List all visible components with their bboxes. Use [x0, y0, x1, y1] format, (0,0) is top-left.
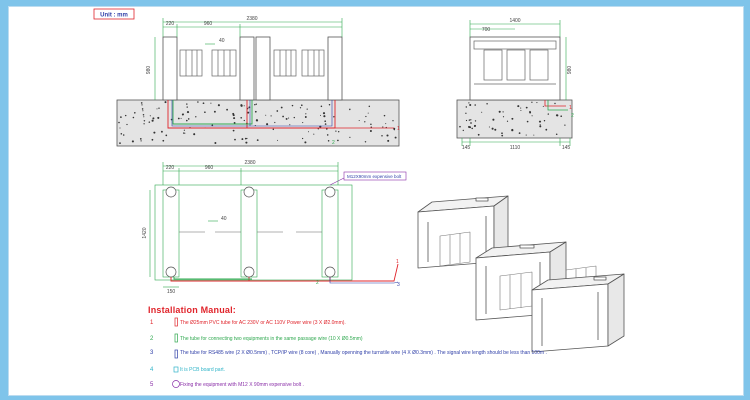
concrete-speckle: [466, 120, 467, 121]
concrete-speckle: [333, 116, 334, 117]
concrete-speckle: [323, 112, 325, 114]
concrete-speckle: [384, 115, 386, 117]
concrete-speckle: [281, 107, 283, 109]
concrete-speckle: [178, 118, 180, 120]
concrete-speckle: [233, 130, 235, 132]
side-cabinet: [470, 37, 560, 100]
concrete-speckle: [157, 108, 158, 109]
concrete-speckle: [481, 112, 482, 113]
concrete-speckle: [165, 101, 167, 103]
concrete-speckle: [184, 130, 185, 131]
concrete-speckle: [140, 138, 142, 140]
concrete-speckle: [465, 113, 466, 114]
side-callout-2: 2: [571, 113, 574, 119]
front-floor-section: [117, 100, 399, 146]
front-cabinet-right: [328, 37, 342, 100]
concrete-speckle: [386, 134, 388, 136]
concrete-speckle: [526, 135, 527, 136]
concrete-speckle: [556, 114, 558, 116]
concrete-speckle: [459, 126, 461, 128]
side-dim-left: 700: [481, 27, 491, 33]
concrete-speckle: [325, 123, 327, 125]
concrete-speckle: [474, 104, 476, 106]
concrete-speckle: [133, 117, 135, 119]
plan-dim-depth: 1420: [142, 227, 148, 239]
concrete-speckle: [244, 120, 245, 121]
concrete-speckle: [478, 134, 480, 136]
concrete-speckle: [120, 116, 122, 118]
side-dim-b1: 145: [461, 145, 471, 151]
concrete-speckle: [349, 137, 350, 138]
concrete-speckle: [276, 110, 278, 112]
manual-item-4-number: 4: [150, 367, 154, 373]
concrete-speckle: [370, 130, 372, 132]
concrete-speckle: [149, 121, 151, 123]
concrete-speckle: [359, 120, 360, 121]
concrete-speckle: [533, 135, 534, 136]
front-dim-left: 220: [165, 21, 175, 27]
concrete-speckle: [395, 137, 397, 139]
concrete-speckle: [338, 131, 339, 132]
front-cabinet-left: [163, 37, 177, 100]
concrete-speckle: [539, 125, 541, 127]
concrete-speckle: [323, 115, 325, 117]
concrete-speckle: [254, 104, 255, 105]
concrete-speckle: [140, 140, 141, 141]
concrete-speckle: [195, 116, 196, 117]
concrete-speckle: [187, 111, 189, 113]
concrete-speckle: [469, 104, 471, 106]
manual-item-1-number: 1: [150, 320, 154, 326]
concrete-speckle: [489, 126, 490, 127]
concrete-speckle: [292, 105, 293, 106]
concrete-speckle: [186, 103, 187, 104]
concrete-speckle: [240, 104, 242, 106]
plan-power-conduit: [171, 264, 398, 281]
front-dim-height: 980: [146, 65, 152, 75]
concrete-speckle: [556, 133, 558, 135]
concrete-speckle: [241, 138, 243, 140]
legend-power-tube-icon: [175, 318, 178, 326]
concrete-speckle: [150, 115, 151, 116]
concrete-speckle: [365, 116, 366, 117]
concrete-speckle: [471, 128, 473, 130]
concrete-speckle: [368, 113, 369, 114]
concrete-speckle: [520, 110, 521, 111]
concrete-speckle: [511, 118, 513, 120]
concrete-speckle: [300, 107, 301, 108]
concrete-speckle: [526, 107, 528, 109]
concrete-speckle: [233, 114, 235, 116]
front-view: [117, 16, 400, 146]
concrete-speckle: [187, 106, 188, 107]
concrete-speckle: [494, 129, 496, 131]
concrete-speckle: [365, 141, 366, 142]
concrete-speckle: [501, 135, 503, 137]
concrete-speckle: [255, 111, 257, 113]
concrete-speckle: [118, 122, 120, 124]
concrete-speckle: [240, 117, 242, 119]
concrete-speckle: [387, 140, 389, 142]
legend-bolt-icon: [173, 381, 180, 388]
concrete-speckle: [548, 113, 549, 114]
concrete-speckle: [385, 123, 386, 124]
concrete-speckle: [271, 115, 272, 116]
concrete-speckle: [507, 121, 508, 122]
front-callout-1: 1: [397, 126, 400, 132]
concrete-speckle: [466, 106, 467, 107]
concrete-speckle: [214, 111, 216, 113]
concrete-speckle: [469, 119, 470, 120]
concrete-speckle: [165, 135, 167, 137]
concrete-speckle: [517, 105, 519, 107]
concrete-speckle: [536, 102, 537, 103]
concrete-speckle: [125, 115, 126, 116]
concrete-speckle: [381, 135, 383, 137]
concrete-speckle: [394, 129, 395, 130]
concrete-speckle: [161, 131, 163, 133]
concrete-speckle: [143, 114, 145, 116]
manual-item-3-number: 3: [150, 350, 154, 356]
plan-dim-gap: 40: [221, 216, 227, 222]
concrete-speckle: [492, 119, 494, 121]
concrete-speckle: [266, 123, 268, 125]
concrete-speckle: [188, 118, 190, 120]
concrete-speckle: [470, 119, 471, 120]
concrete-speckle: [529, 112, 531, 114]
concrete-speckle: [257, 139, 259, 141]
concrete-speckle: [321, 106, 323, 108]
concrete-speckle: [126, 124, 127, 125]
concrete-speckle: [304, 141, 306, 143]
plan-view: [142, 160, 406, 295]
concrete-speckle: [142, 110, 143, 111]
manual-item-5-text: Fixing the equipment with M12 X 90mm expensive bolt .: [180, 382, 304, 388]
concrete-speckle: [265, 115, 266, 116]
concrete-speckle: [544, 120, 545, 121]
concrete-speckle: [142, 108, 144, 110]
concrete-speckle: [244, 105, 245, 106]
concrete-speckle: [329, 104, 330, 105]
concrete-speckle: [162, 140, 164, 142]
plan-callout-2: 2: [316, 280, 319, 286]
concrete-speckle: [492, 128, 494, 130]
concrete-speckle: [305, 113, 306, 114]
plan-bolt-leader: [330, 178, 344, 185]
plan-dim-left: 220: [165, 165, 175, 171]
concrete-speckle: [184, 133, 185, 134]
plan-callout-1: 1: [396, 259, 399, 265]
concrete-speckle: [294, 117, 295, 118]
side-dim-b2: 1110: [509, 145, 521, 151]
concrete-speckle: [540, 124, 541, 125]
concrete-speckle: [468, 102, 469, 103]
concrete-speckle: [119, 127, 120, 128]
concrete-speckle: [527, 121, 529, 123]
front-dim-mid: 960: [203, 21, 213, 27]
legend-signal-tube-icon: [175, 350, 178, 358]
concrete-speckle: [193, 133, 195, 135]
manual-title: Installation Manual:: [148, 305, 237, 315]
manual-item-1-text: The Ø25mm PVC tube for AC 230V or AC 110V Power wire (3 X Ø2.0mm).: [180, 320, 346, 326]
concrete-speckle: [501, 132, 503, 134]
concrete-speckle: [233, 117, 235, 119]
concrete-speckle: [486, 103, 488, 105]
concrete-speckle: [531, 102, 532, 103]
concrete-speckle: [274, 122, 275, 123]
plan-dim-foot: 150: [166, 289, 176, 295]
front-dim-gap: 40: [219, 38, 225, 44]
concrete-speckle: [474, 126, 475, 127]
concrete-speckle: [539, 121, 541, 123]
concrete-speckle: [560, 115, 562, 117]
concrete-speckle: [152, 139, 154, 141]
concrete-speckle: [141, 102, 143, 104]
concrete-speckle: [273, 129, 274, 130]
concrete-speckle: [282, 116, 284, 118]
concrete-speckle: [324, 120, 326, 122]
concrete-speckle: [554, 103, 555, 104]
concrete-speckle: [181, 118, 182, 119]
manual-item-3-text: The tube for RS485 wire (2 X Ø0.5mm) , TCP/IP wire (8 core) , Manually openning the turnstile wire (4 X Ø0.3mm) . The signal wire length should be less than 100m .: [180, 350, 547, 356]
concrete-speckle: [256, 104, 257, 105]
isometric-view: [418, 196, 624, 352]
concrete-speckle: [511, 129, 513, 131]
concrete-speckle: [532, 115, 533, 116]
front-callout-2: 2: [332, 140, 335, 146]
side-dim-total: 1400: [509, 18, 521, 24]
side-callout-1: 1: [569, 105, 572, 111]
concrete-speckle: [197, 101, 199, 103]
concrete-speckle: [246, 138, 247, 139]
concrete-speckle: [286, 118, 288, 120]
plan-callout-3: 3: [397, 282, 400, 288]
concrete-speckle: [543, 106, 544, 107]
concrete-speckle: [134, 112, 136, 114]
concrete-speckle: [468, 126, 470, 128]
concrete-speckle: [143, 123, 144, 124]
manual-item-5-number: 5: [150, 382, 154, 388]
concrete-speckle: [203, 102, 205, 104]
front-cabinet-middle-a: [240, 37, 254, 100]
concrete-speckle: [234, 122, 236, 124]
concrete-speckle: [182, 114, 183, 115]
concrete-speckle: [320, 115, 321, 116]
concrete-speckle: [157, 117, 159, 119]
concrete-speckle: [144, 120, 145, 121]
concrete-speckle: [152, 120, 154, 122]
concrete-speckle: [313, 134, 314, 135]
concrete-speckle: [519, 132, 521, 134]
concrete-speckle: [245, 142, 247, 144]
concrete-speckle: [214, 142, 216, 144]
concrete-speckle: [302, 138, 303, 139]
side-dim-b3: 145: [561, 145, 571, 151]
concrete-speckle: [158, 108, 159, 109]
concrete-speckle: [143, 116, 144, 117]
concrete-speckle: [132, 140, 134, 142]
concrete-speckle: [234, 139, 236, 141]
front-dim-total: 2380: [246, 16, 258, 22]
concrete-speckle: [545, 129, 547, 131]
concrete-speckle: [247, 112, 249, 114]
concrete-speckle: [308, 131, 309, 132]
concrete-speckle: [499, 111, 501, 113]
concrete-speckle: [327, 134, 329, 136]
concrete-speckle: [337, 140, 339, 142]
concrete-speckle: [302, 122, 303, 123]
concrete-speckle: [475, 120, 476, 121]
manual-item-2-number: 2: [150, 336, 154, 342]
concrete-speckle: [335, 130, 336, 131]
concrete-speckle: [121, 133, 123, 135]
concrete-speckle: [277, 140, 278, 141]
plan-dimension-lines: [150, 162, 338, 287]
concrete-speckle: [141, 104, 142, 105]
concrete-speckle: [364, 121, 365, 122]
front-cabinet-middle-b: [256, 37, 270, 100]
concrete-speckle: [382, 126, 383, 127]
concrete-speckle: [520, 108, 521, 109]
concrete-speckle: [305, 116, 307, 118]
concrete-speckle: [218, 104, 220, 106]
concrete-speckle: [119, 142, 121, 144]
manual-item-4-text: It is PCB board part.: [180, 367, 226, 373]
concrete-speckle: [245, 138, 247, 140]
side-view: [457, 18, 574, 151]
concrete-speckle: [502, 111, 503, 112]
legend-symbols: [173, 318, 180, 388]
concrete-speckle: [392, 120, 393, 121]
concrete-speckle: [503, 116, 504, 117]
plan-dim-mid: 960: [204, 165, 214, 171]
concrete-speckle: [183, 132, 184, 133]
legend-pcb-icon: [174, 367, 178, 372]
concrete-speckle: [123, 134, 125, 136]
concrete-speckle: [289, 124, 290, 125]
concrete-speckle: [204, 111, 206, 113]
concrete-speckle: [307, 108, 308, 109]
concrete-speckle: [301, 104, 303, 106]
concrete-speckle: [226, 109, 228, 111]
unit-label: Unit : mm: [100, 12, 128, 19]
side-dim-height: 980: [567, 65, 573, 75]
plan-outline: [155, 185, 352, 280]
concrete-speckle: [210, 103, 211, 104]
concrete-speckle: [564, 124, 565, 125]
concrete-speckle: [328, 140, 330, 142]
manual-item-2-text: The tube for connecting two equipments in the same passage wire (10 X Ø0.5mm): [180, 336, 363, 342]
concrete-speckle: [152, 117, 154, 119]
legend-passage-tube-icon: [175, 334, 178, 342]
plan-dim-total: 2380: [244, 160, 256, 166]
concrete-speckle: [349, 109, 350, 110]
plan-passage-conduit: [174, 277, 252, 279]
concrete-speckle: [370, 123, 372, 125]
concrete-speckle: [256, 120, 258, 122]
plan-bolt-note: M12X90mm expensive bolt: [347, 174, 402, 179]
concrete-speckle: [288, 118, 289, 119]
concrete-speckle: [153, 132, 155, 134]
concrete-speckle: [463, 130, 464, 131]
concrete-speckle: [186, 120, 188, 122]
concrete-speckle: [369, 106, 370, 107]
concrete-speckle: [470, 122, 472, 124]
